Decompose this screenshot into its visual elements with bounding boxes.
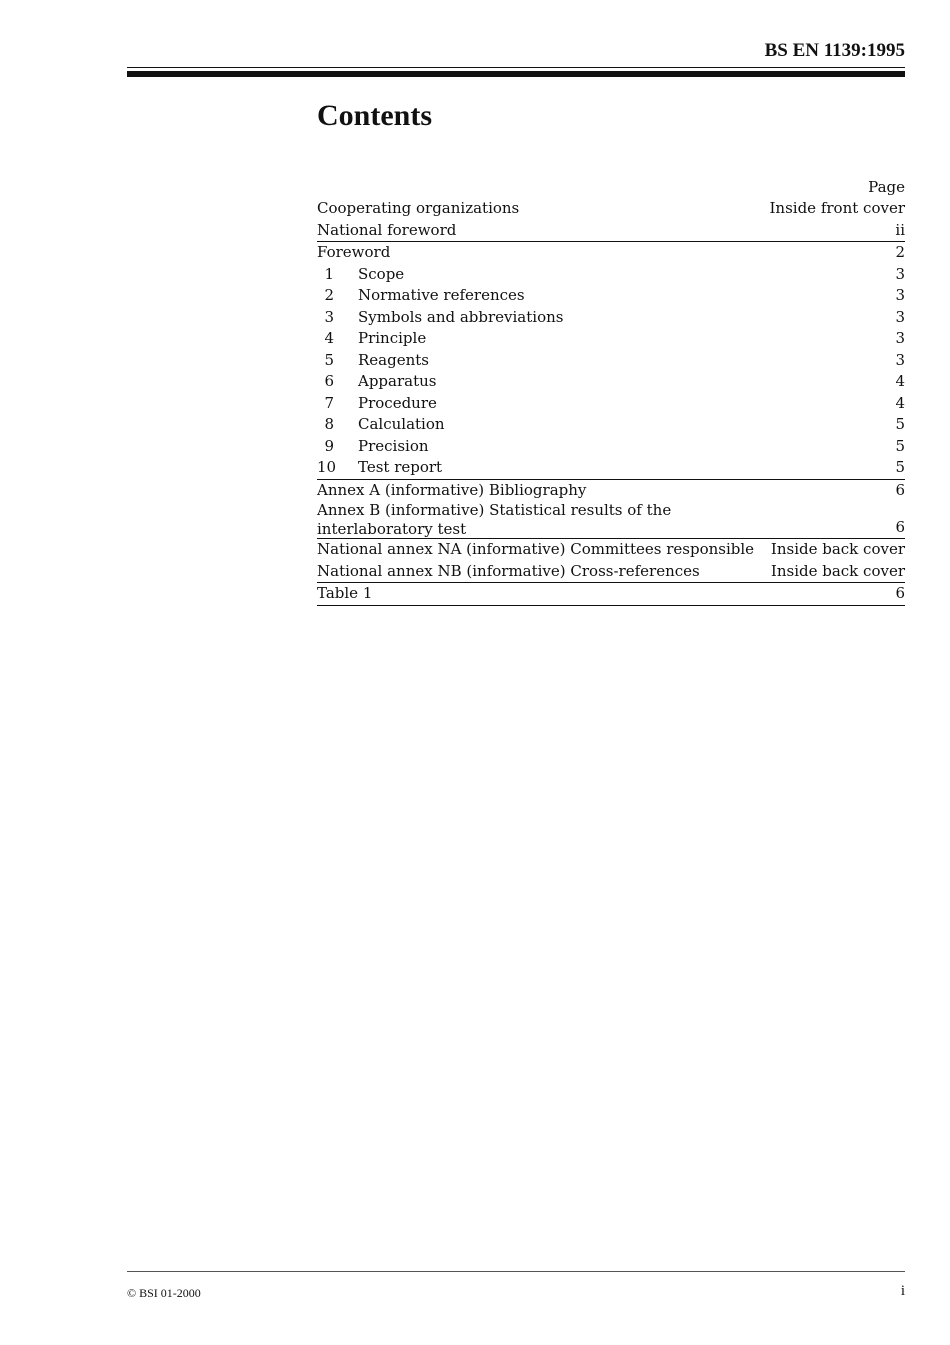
toc-entry-label: Procedure (358, 393, 437, 412)
toc-entry-title (317, 328, 426, 350)
toc-entry-title (317, 414, 445, 436)
toc-entry-label: Annex B (informative) Statistical results of the (317, 501, 672, 519)
table-of-contents (317, 177, 905, 606)
toc-entry-label: Test report (358, 458, 443, 476)
toc-entry-page: ii (895, 220, 905, 239)
toc-entry-label: Reagents (358, 350, 429, 369)
toc-entry-number: 9 (324, 436, 334, 455)
toc-entry[interactable] (317, 583, 905, 605)
toc-entry-label-continued: interlaboratory test (317, 519, 467, 538)
toc-entry[interactable] (317, 480, 905, 502)
toc-entry-title (317, 350, 429, 372)
toc-entry-label: Normative references (358, 286, 525, 304)
toc-entry-label: Apparatus (358, 372, 437, 390)
toc-entry-title (317, 583, 372, 605)
toc-entry-label: National annex NA (informative) Committees responsible (317, 540, 755, 558)
toc-entry-title (317, 220, 456, 242)
toc-entry-title (317, 307, 563, 329)
toc-entry-page: Inside back cover (770, 540, 905, 558)
footer-rule (127, 1271, 905, 1272)
toc-entry[interactable] (317, 198, 905, 220)
toc-entry-label: National foreword (317, 220, 457, 239)
toc-entry[interactable] (317, 350, 905, 372)
toc-entry[interactable] (317, 539, 905, 561)
toc-entry-label: Principle (358, 329, 427, 347)
toc-entry-number: 6 (324, 372, 334, 390)
toc-entry[interactable] (317, 436, 905, 458)
toc-entry-label: National annex NB (informative) Cross-references (317, 561, 700, 580)
toc-entry-page: 3 (895, 264, 905, 283)
toc-entry-number: 3 (324, 307, 334, 326)
toc-entry-title (317, 393, 437, 415)
toc-entry-page: 4 (895, 393, 905, 412)
toc-entry-page: 5 (895, 415, 905, 433)
document-id: BS EN 1139:1995 (764, 40, 905, 61)
toc-groups (317, 198, 905, 606)
toc-entry-title (317, 501, 671, 538)
toc-entry-number: 5 (324, 350, 334, 369)
toc-entry-number: 4 (324, 329, 334, 347)
toc-entry-label: Foreword (317, 243, 391, 261)
toc-entry-page: 2 (895, 243, 905, 261)
toc-entry-page: 5 (895, 436, 905, 455)
toc-entry-number: 8 (324, 415, 334, 433)
toc-entry[interactable] (317, 220, 905, 242)
toc-entry-page: 6 (895, 480, 905, 499)
toc-entry-page: Inside back cover (770, 561, 905, 580)
toc-entry-title (317, 539, 754, 561)
toc-entry-page: 3 (895, 350, 905, 369)
toc-group (317, 480, 905, 540)
page-column-label: Page (868, 178, 905, 196)
toc-entry-label: Precision (358, 436, 429, 455)
toc-entry-label: Calculation (358, 415, 445, 433)
toc-entry[interactable] (317, 371, 905, 393)
toc-group (317, 242, 905, 480)
toc-entry-title (317, 285, 525, 307)
toc-entry-page: 6 (895, 584, 905, 602)
toc-entry-title (317, 371, 436, 393)
toc-entry-title (317, 480, 586, 502)
header-rule-thick (127, 71, 905, 77)
toc-entry-number: 1 (324, 264, 334, 283)
toc-entry-page: 6 (895, 517, 905, 536)
toc-entry-label: Cooperating organizations (317, 199, 520, 217)
toc-entry-page: 4 (895, 372, 905, 390)
toc-entry-title (317, 198, 519, 220)
toc-entry-number: 10 (317, 458, 337, 476)
toc-entry-title (317, 242, 390, 264)
toc-entry-label: Annex A (informative) Bibliography (317, 480, 587, 499)
toc-entry-page: 5 (895, 458, 905, 476)
toc-entry[interactable] (317, 457, 905, 479)
toc-entry[interactable] (317, 264, 905, 286)
toc-entry[interactable] (317, 393, 905, 415)
toc-entry-title (317, 561, 700, 583)
toc-entry[interactable] (317, 501, 905, 538)
header-rule-thin (127, 67, 905, 68)
toc-entry[interactable] (317, 561, 905, 583)
toc-entry-page: Inside front cover (769, 199, 905, 217)
toc-entry-number: 7 (324, 393, 334, 412)
toc-entry-label: Symbols and abbreviations (358, 307, 564, 326)
toc-group (317, 539, 905, 583)
toc-entry[interactable] (317, 328, 905, 350)
toc-entry-title (317, 264, 404, 286)
toc-entry-label: Scope (358, 264, 405, 283)
page-title: Contents (317, 99, 433, 132)
toc-entry[interactable] (317, 307, 905, 329)
toc-entry[interactable] (317, 285, 905, 307)
toc-entry-number: 2 (324, 286, 334, 304)
page-number: i (900, 1283, 905, 1299)
toc-entry-title (317, 457, 442, 479)
toc-group (317, 583, 905, 606)
toc-entry-page: 3 (895, 286, 905, 304)
toc-entry-page: 3 (895, 307, 905, 326)
toc-entry[interactable] (317, 242, 905, 264)
toc-group (317, 198, 905, 242)
toc-entry[interactable] (317, 414, 905, 436)
copyright-notice: © BSI 01-2000 (127, 1286, 201, 1300)
toc-entry-page: 3 (895, 329, 905, 347)
toc-entry-title (317, 436, 429, 458)
toc-entry-label: Table 1 (317, 584, 373, 602)
